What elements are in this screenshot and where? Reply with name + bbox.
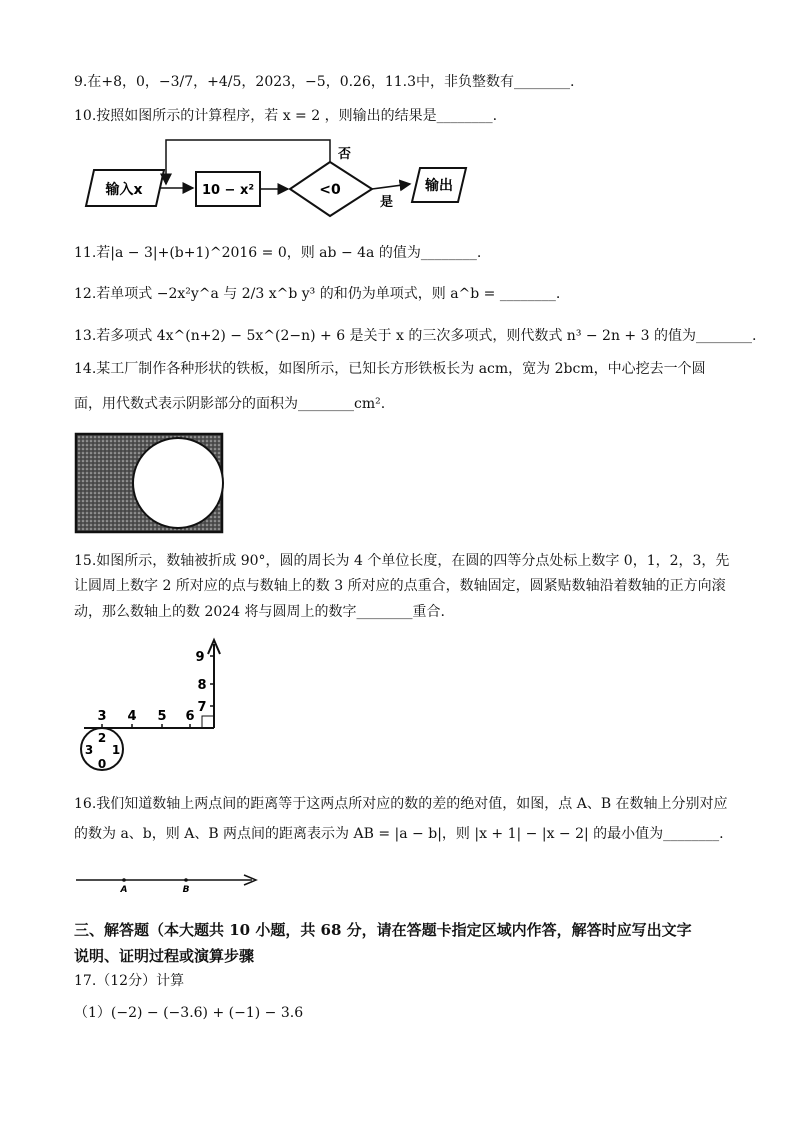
question-15-line-3: 动，那么数轴上的数 2024 将与圆周上的数字________重合. [74,604,445,620]
folded-number-line-figure [74,636,234,776]
tick-label-9: 9 [195,650,205,665]
question-14-line-2: 面，用代数式表示阴影部分的面积为________cm². [74,396,386,412]
question-11: 11.若|a − 3|+(b+1)^2016 = 0，则 ab − 4a 的值为________. [74,245,482,261]
question-12: 12.若单项式 −2x²y^a 与 2/3 x^b y³ 的和仍为单项式，则 a^b = ________. [74,286,561,302]
hole-circle [133,438,223,528]
question-9: 9.在+8，0，−3/7，+4/5，2023，−5，0.26，11.3中，非负整数有________. [74,74,575,90]
question-13: 13.若多项式 4x^(n+2) − 5x^(2−n) + 6 是关于 x 的三次多项式，则代数式 n³ − 2n + 3 的值为________. [74,328,757,344]
question-16-line-1: 16.我们知道数轴上两点间的距离等于这两点所对应的数的差的绝对值，如图，点 A、B 在数轴上分别对应 [74,796,728,812]
circle-label-1: 1 [111,743,121,757]
section-3-heading-line-2: 说明、证明过程或演算步骤 [74,947,255,965]
yes-label: 是 [380,195,394,210]
no-label: 否 [338,147,352,162]
tick-label-5: 5 [157,709,167,724]
tick-label-8: 8 [197,678,207,693]
section-3-heading-line-1: 三、解答题（本大题共 10 小题，共 68 分，请在答题卡指定区域内作答，解答时应写出文字 [74,921,692,939]
tick-label-4: 4 [127,709,137,724]
compute-label: 10 − x² [201,183,255,198]
iron-plate-figure [74,432,226,536]
point-b-label: B [182,885,190,894]
question-16-line-2: 的数为 a、b，则 A、B 两点间的距离表示为 AB = |a − b|，则 |x + 1| − |x − 2| 的最小值为________. [74,826,724,842]
question-15-line-2: 让圆周上数字 2 所对应的点与数轴上的数 3 所对应的点重合，数轴固定，圆紧贴数轴沿着数轴的正方向滚 [74,578,726,594]
flowchart-figure [80,134,480,220]
tick-label-6: 6 [185,709,195,724]
question-15-line-1: 15.如图所示，数轴被折成 90°，圆的周长为 4 个单位长度，在圆的四等分点处标上数字 0，1，2，3，先 [74,553,730,569]
question-17-part-1: （1）(−2) − (−3.6) + (−1) − 3.6 [74,1005,304,1021]
ab-number-line-figure [74,868,264,894]
output-label: 输出 [425,178,453,194]
tick-label-7: 7 [197,700,207,715]
input-label: 输入x [105,182,143,198]
circle-label-3: 3 [84,743,94,757]
circle-label-2: 2 [97,731,107,745]
question-17: 17.（12分）计算 [74,973,185,989]
question-10: 10.按照如图所示的计算程序，若 x = 2 ，则输出的结果是________. [74,108,498,124]
condition-label: <0 [319,182,341,198]
question-14-line-1: 14.某工厂制作各种形状的铁板，如图所示，已知长方形铁板长为 acm，宽为 2bcm，中心挖去一个圆 [74,361,706,377]
circle-label-0: 0 [97,757,107,771]
tick-label-3: 3 [97,709,107,724]
point-a-label: A [120,885,128,894]
